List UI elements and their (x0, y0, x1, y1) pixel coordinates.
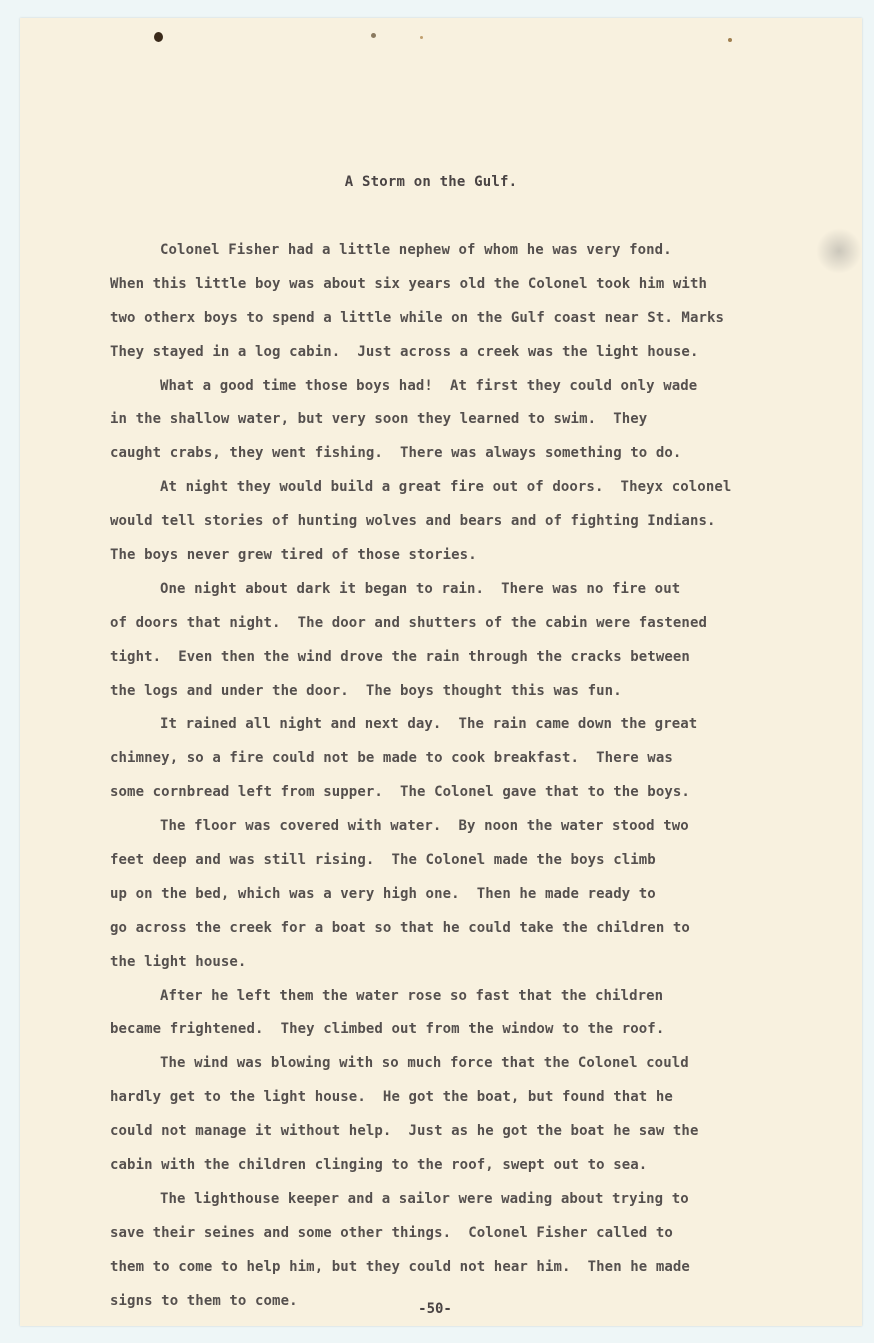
paper-speck (420, 36, 423, 39)
text-line: feet deep and was still rising. The Colonel made the boys climb (110, 852, 656, 869)
text-line: the light house. (110, 953, 247, 970)
text-line: some cornbread left from supper. The Colonel gave that to the boys. (110, 784, 690, 801)
text-line: could not manage it without help. Just as he got the boat he saw the (110, 1123, 699, 1140)
document-page (20, 18, 862, 1326)
text-line: The wind was blowing with so much force that the Colonel could (160, 1055, 689, 1072)
text-line: the logs and under the door. The boys thought this was fun. (110, 682, 622, 699)
text-line: go across the creek for a boat so that he could take the children to (110, 919, 690, 936)
document-body (110, 234, 850, 1319)
text-line: The boys never grew tired of those stories. (110, 547, 477, 564)
text-line: One night about dark it began to rain. There was no fire out (160, 580, 681, 597)
text-line: What a good time those boys had! At first they could only wade (160, 377, 698, 394)
text-line: After he left them the water rose so fast that the children (160, 987, 664, 1004)
text-line: cabin with the children clinging to the roof, swept out to sea. (110, 1157, 648, 1174)
punch-hole-mark (154, 32, 163, 42)
text-line: The floor was covered with water. By noon the water stood two (160, 818, 689, 835)
page-number: -50- (418, 1301, 452, 1317)
text-line: At night they would build a great fire out of doors. Theyx colonel (160, 479, 732, 496)
text-line: of doors that night. The door and shutters of the cabin were fastened (110, 614, 708, 631)
text-line: When this little boy was about six years old the Colonel took him with (110, 275, 708, 292)
text-line: The lighthouse keeper and a sailor were wading about trying to (160, 1190, 689, 1207)
text-line: tight. Even then the wind drove the rain through the cracks between (110, 648, 690, 665)
paper-speck (728, 38, 732, 42)
text-line: hardly get to the light house. He got the boat, but found that he (110, 1089, 673, 1106)
text-line: in the shallow water, but very soon they learned to swim. They (110, 411, 648, 428)
text-line: became frightened. They climbed out from the window to the roof. (110, 1021, 665, 1038)
text-line: two otherx boys to spend a little while on the Gulf coast near St. Marks (110, 309, 725, 326)
document-title: A Storm on the Gulf. (344, 174, 518, 190)
paper-speck (371, 33, 376, 38)
text-line: them to come to help him, but they could not hear him. Then he made (110, 1258, 690, 1275)
text-line: signs to them to come. (110, 1292, 298, 1309)
text-line: Colonel Fisher had a little nephew of whom he was very fond. (160, 242, 672, 258)
text-line: They stayed in a log cabin. Just across a creek was the light house. (110, 343, 699, 360)
text-line: would tell stories of hunting wolves and bears and of fighting Indians. (110, 513, 716, 530)
text-line: save their seines and some other things. Colonel Fisher called to (110, 1224, 673, 1241)
text-line: caught crabs, they went fishing. There was always something to do. (110, 445, 682, 462)
text-line: up on the bed, which was a very high one. Then he made ready to (110, 885, 656, 902)
text-line: chimney, so a fire could not be made to cook breakfast. There was (110, 750, 673, 767)
text-line: It rained all night and next day. The rain came down the great (160, 716, 698, 733)
